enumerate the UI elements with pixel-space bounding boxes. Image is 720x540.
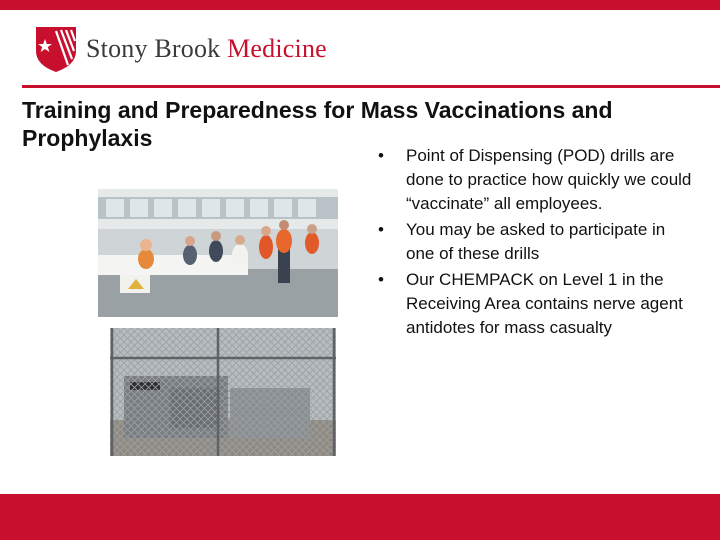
list-item: [372, 218, 692, 266]
bullet-list: [372, 144, 692, 342]
bullet-marker: •: [378, 220, 384, 239]
bullet-text: Point of Dispensing (POD) drills are done to practice how quickly we could “vaccinate” all employees.: [406, 146, 692, 213]
header-divider: [22, 85, 720, 88]
bullet-text: Our CHEMPACK on Level 1 in the Receiving Area contains nerve agent antidotes for mass casualty: [406, 270, 683, 337]
bullet-text: You may be asked to participate in one of these drills: [406, 220, 666, 263]
stony-brook-medicine-logo: [34, 24, 327, 74]
logo-brand: Stony Brook: [86, 34, 221, 63]
top-red-band: [0, 0, 720, 10]
logo-wordmark: [86, 34, 327, 64]
logo-brand-suffix: Medicine: [227, 34, 327, 63]
list-item: [372, 144, 692, 216]
shield-star-icon: [34, 25, 78, 73]
footer-red-band: [0, 494, 720, 540]
slide-title: Training and Preparedness for Mass Vaccinations and Prophylaxis: [22, 97, 613, 151]
list-item: [372, 268, 692, 340]
pod-drill-photo: [98, 189, 338, 317]
bullet-marker: •: [378, 270, 384, 289]
chempack-cage-photo: [110, 328, 336, 456]
bullet-marker: •: [378, 146, 384, 165]
